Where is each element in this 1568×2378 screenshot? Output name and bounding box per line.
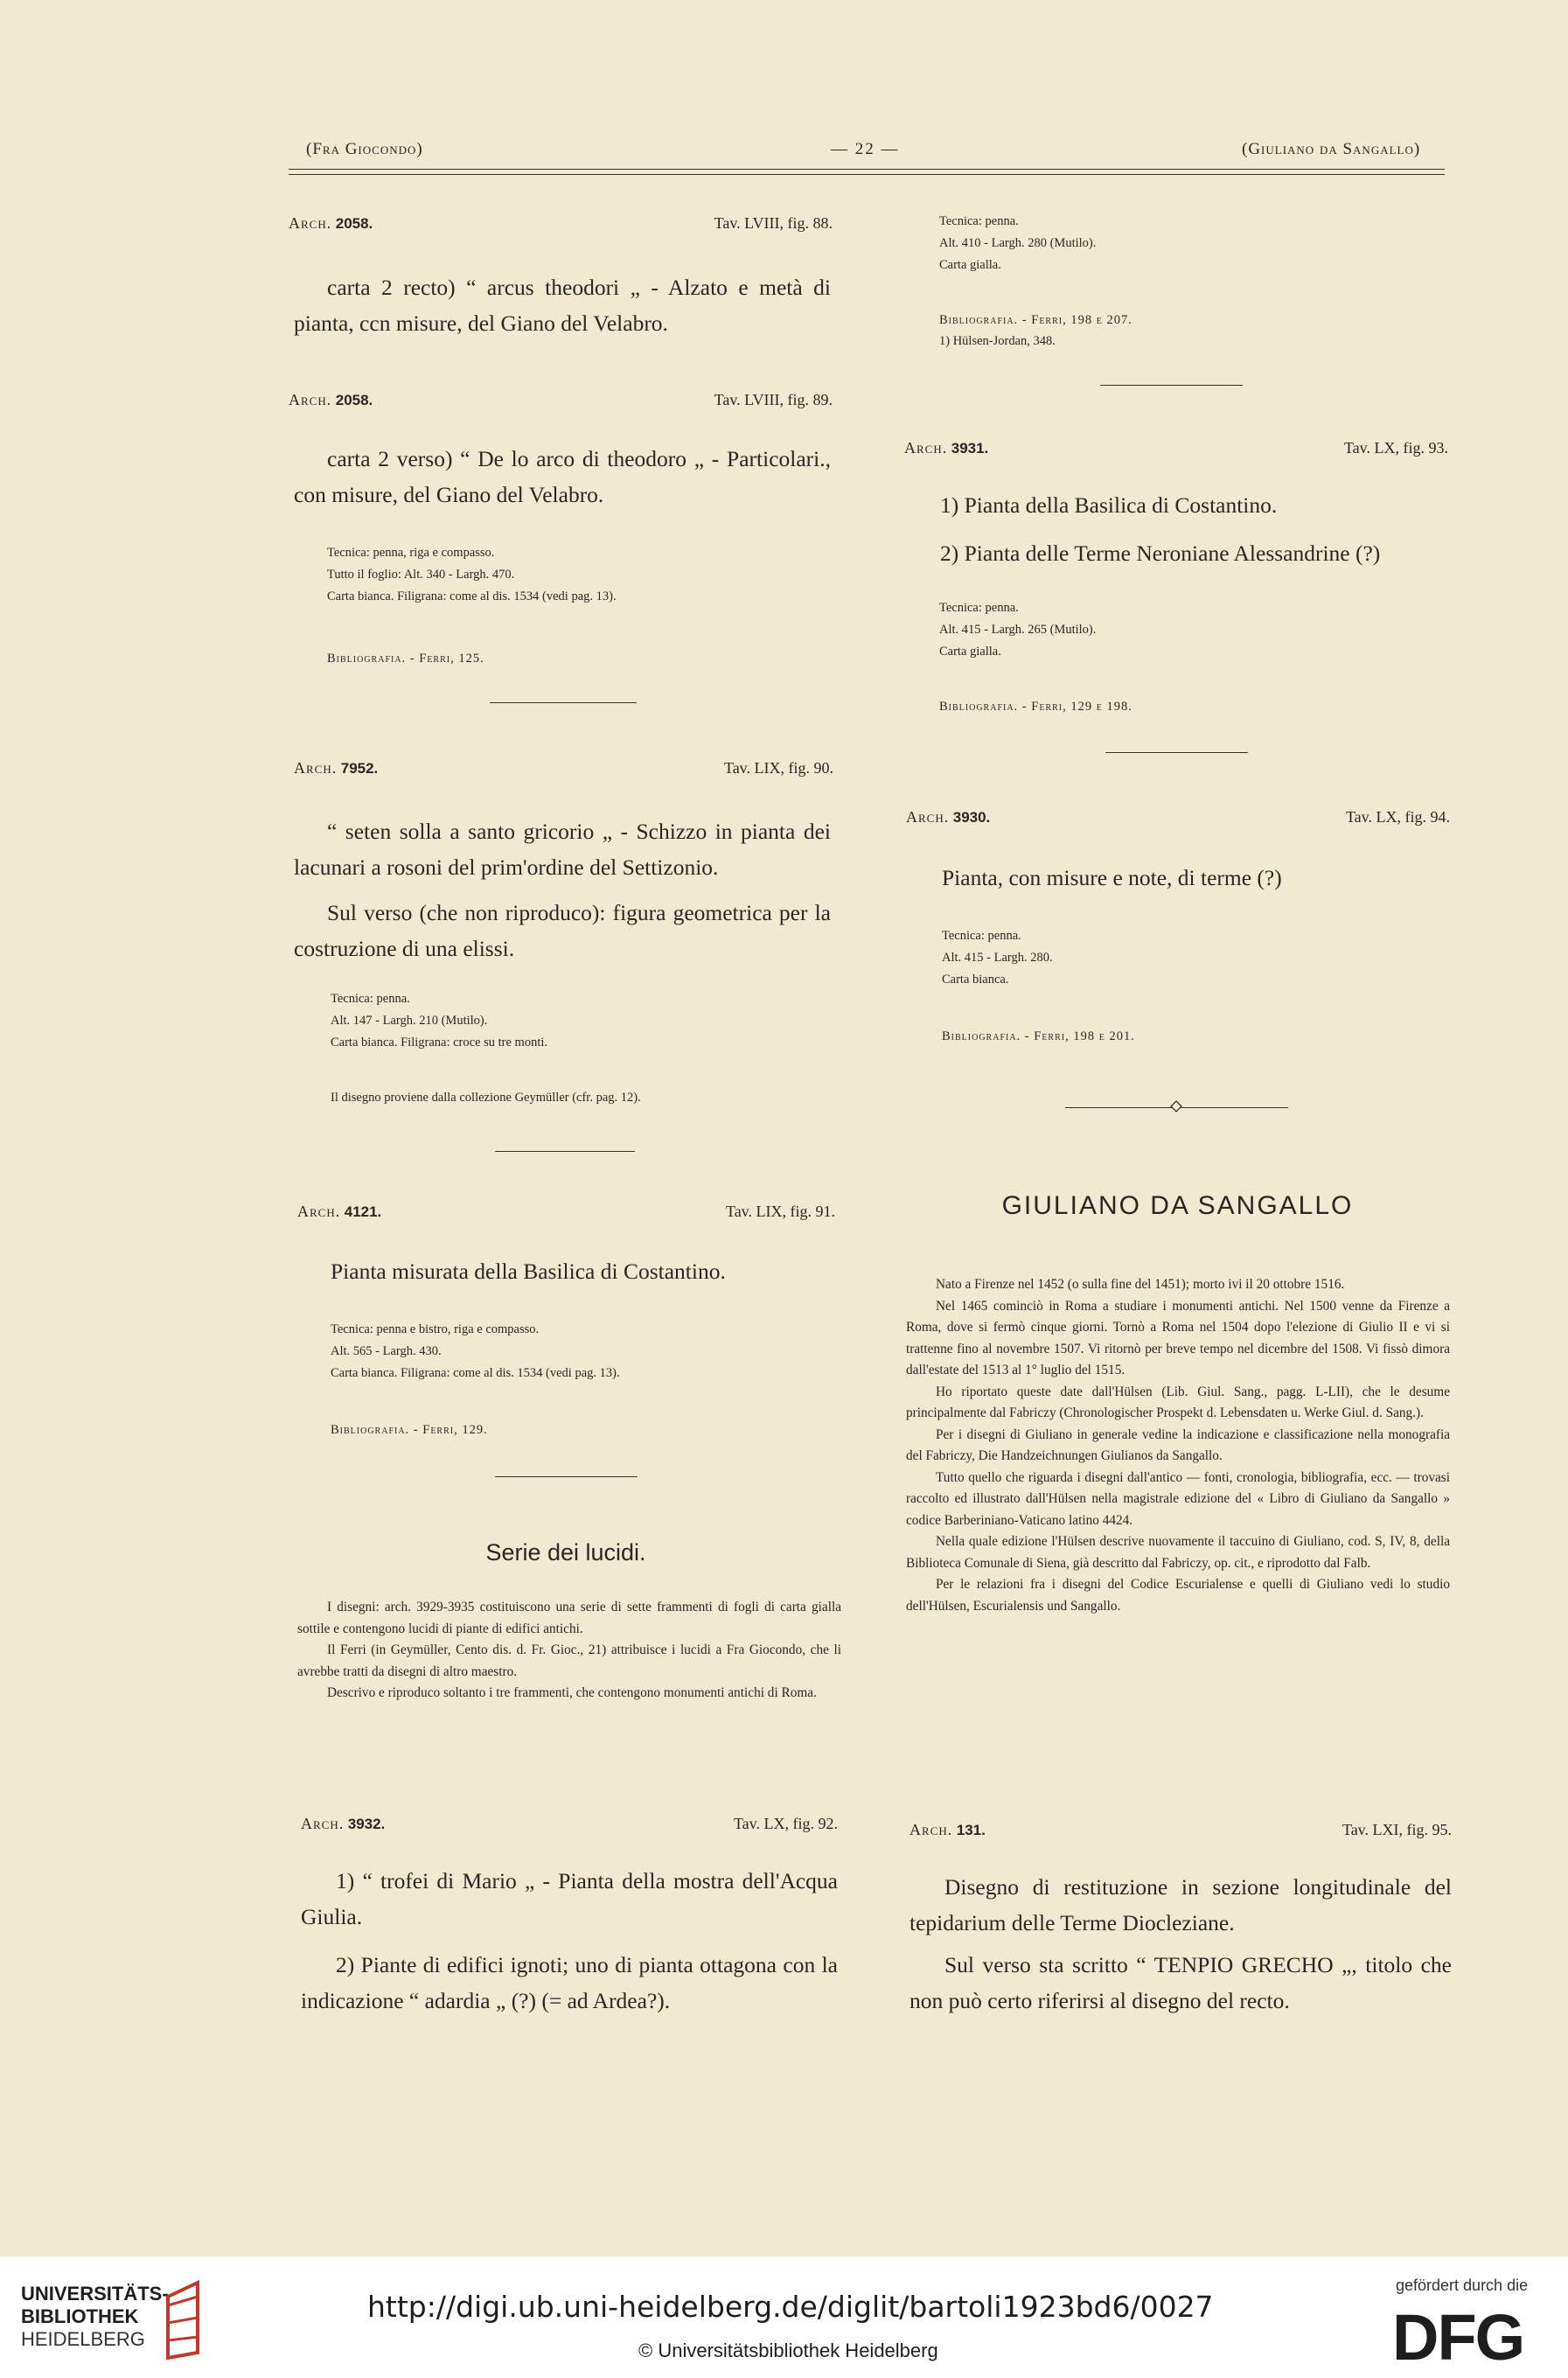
entry-text-fig-90: “ seten solla a santo gricorio „ - Schizzo in pianta dei lacunari a rosoni del prim'ordine del Settizonio. — [294, 819, 831, 880]
running-head-left: (Fra Giocondo) — [306, 140, 423, 158]
entry-header-fig-90: Arch. 7952. Tav. LIX, fig. 90. — [294, 759, 833, 777]
entry-text-fig-94: Pianta, con misure e note, di terme (?) — [942, 865, 1282, 890]
tav-reference: Tav. LX, fig. 93. — [1343, 439, 1448, 457]
entry-text-fig-93-part2: 2) Pianta delle Terme Neroniane Alessandrine (?) — [940, 540, 1381, 566]
running-head-right: (Giuliano da Sangallo) — [1242, 140, 1421, 158]
permalink-url[interactable]: http://digi.ub.uni-heidelberg.de/diglit/bartoli1923bd6/0027 — [367, 2290, 1214, 2324]
entry-header-fig-92: Arch. 3932. Tav. LX, fig. 92. — [301, 1815, 838, 1832]
tav-reference: Tav. LVIII, fig. 89. — [714, 391, 833, 408]
entry-text-fig-95: Disegno di restituzione in sezione longitudinale del tepidarium delle Terme Diocleziane. — [909, 1874, 1452, 1935]
entry-verso-fig-95: Sul verso sta scritto “ TENPIO GRECHO „, titolo che non può certo riferirsi al disegno del recto. — [909, 1952, 1452, 2013]
diamond-ornament-icon — [1170, 1100, 1182, 1112]
entry-text-fig-91: Pianta misurata della Basilica di Costantino. — [331, 1259, 726, 1284]
entry-text-fig-92-part1: 1) “ trofei di Mario „ - Pianta della mostra dell'Acqua Giulia. — [301, 1868, 838, 1929]
funding-note: gefördert durch die — [1396, 2277, 1529, 2294]
serie-intro: I disegni: arch. 3929-3935 costituiscono una serie di sette frammenti di fogli di carta gialla sottile e contengono lucidi di piante di edifici antichi. Il Ferri (in Geymüller, Cento dis. d. Fr. Gioc., 21) attribuisce i lucidi a Fra Giocondo, che li avrebbe tratti da disegni di altro maestro. Descrivo e riproduco soltanto i tre frammenti, che contengono monumenti antichi di Roma. — [297, 1600, 841, 1700]
entry-header-fig-91: Arch. 4121. Tav. LIX, fig. 91. — [297, 1203, 835, 1220]
technique-note: Tecnica: penna. Alt. 415 - Largh. 280. Carta bianca. — [942, 929, 1053, 987]
provenance-note: Il disegno proviene dalla collezione Geymüller (cfr. pag. 12). — [331, 1091, 641, 1105]
tav-reference: Tav. LX, fig. 94. — [1345, 808, 1450, 826]
entry-header-fig-95: Arch. 131. Tav. LXI, fig. 95. — [909, 1821, 1452, 1838]
tav-reference: Tav. LX, fig. 92. — [733, 1815, 838, 1832]
technique-note-continued: Tecnica: penna. Alt. 410 - Largh. 280 (Mutilo). Carta gialla. — [939, 214, 1097, 272]
giuliano-biography: Nato a Firenze nel 1452 (o sulla fine del 1451); morto ivi il 20 ottobre 1516. Nel 1465 cominciò in Roma a studiare i monumenti antichi. Nel 1500 venne da Firenze a Roma, dove si fermò cinque giorni. Tornò a Roma nel 1504 dopo l'elezione di Giulio II e vi si trattenne fino al novembre 1507. Vi ritornò per breve tempo nel dicembre del 1508. Vi fissò dimora dall'estate del 1513 al 1° luglio del 1515. Ho riportato queste date dall'Hülsen (Lib. Giul. Sang., pagg. L-LII), che le desume principalmente dal Fabriczy (Chronologischer Prospekt d. Lebensdaten u. Werke Giul. d. Sang.). Per i disegni di Giuliano in generale vedine la indicazione e classificazione nella monografia del Fabriczy, Die Handzeichnungen Giulianos da Sangallo. Tutto quello che riguarda i disegni dall'antico — fonti, cronologia, bibliografia, ecc. — trovasi raccolto ed illustrato dall'Hülsen nella magistrale edizione del « Libro di Giuliano da Sangallo » codice Barberiniano-Vaticano latino 4424. Nella quale edizione l'Hülsen descrive nuovamente il taccuino di Giuliano, cod. S, IV, 8, della Biblioteca Comunale di Siena, già descritto dal Fabriczy, op. cit., e riprodotto dal Falb. Per le relazioni fra i disegni del Codice Escurialense e quelli di Giuliano vedi lo studio dell'Hülsen, Escurialensis und Sangallo. — [906, 1277, 1450, 1614]
entry-text-fig-89: carta 2 verso) “ De lo arco di theodoro „ - Particolari., con misure, del Giano del Velabro. — [294, 446, 831, 507]
footnote: 1) Hülsen-Jordan, 348. — [939, 334, 1056, 348]
bibliography: Bibliografia. - Ferri, 125. — [327, 652, 484, 666]
entry-verso-fig-90: Sul verso (che non riproduco): figura geometrica per la costruzione di una elissi. — [294, 900, 831, 961]
bibliography: Bibliografia. - Ferri, 129. — [331, 1423, 488, 1437]
university-library-logo[interactable]: UNIVERSITÄTS- BIBLIOTHEK HEIDELBERG — [21, 2283, 169, 2350]
tav-reference: Tav. LIX, fig. 91. — [725, 1203, 835, 1220]
tav-reference: Tav. LIX, fig. 90. — [723, 759, 833, 777]
separator — [490, 702, 637, 703]
bibliography: Bibliografia. - Ferri, 198 e 207. — [939, 313, 1132, 327]
bibliography: Bibliografia. - Ferri, 129 e 198. — [939, 700, 1132, 714]
tav-reference: Tav. LVIII, fig. 88. — [714, 214, 833, 232]
separator — [1100, 385, 1243, 386]
entry-text-fig-88: carta 2 recto) “ arcus theodori „ - Alzato e metà di pianta, ccn misure, del Giano del Velabro. — [294, 275, 831, 336]
entry-header-fig-93: Arch. 3931. Tav. LX, fig. 93. — [904, 439, 1448, 457]
separator — [495, 1476, 638, 1477]
section-title-serie-dei-lucidi: Serie dei lucidi. — [485, 1539, 646, 1566]
dfg-logo[interactable]: DFG — [1392, 2301, 1524, 2374]
technique-note: Tecnica: penna e bistro, riga e compasso. Alt. 565 - Largh. 430. Carta bianca. Filigrana: come al dis. 1534 (vedi pag. 13). — [331, 1322, 620, 1380]
library-emblem-icon — [163, 2279, 215, 2361]
page-number: — 22 — — [831, 140, 900, 158]
entry-text-fig-93-part1: 1) Pianta della Basilica di Costantino. — [940, 492, 1278, 518]
entry-header-fig-89: Arch. 2058. Tav. LVIII, fig. 89. — [289, 391, 833, 408]
section-title-giuliano: GIULIANO DA SANGALLO — [1001, 1191, 1354, 1220]
header-rule-thin — [289, 174, 1445, 175]
technique-note: Tecnica: penna, riga e compasso. Tutto il foglio: Alt. 340 - Largh. 470. Carta bianca. Filigrana: come al dis. 1534 (vedi pag. 13). — [327, 546, 617, 603]
bibliography: Bibliografia. - Ferri, 198 e 201. — [942, 1029, 1135, 1043]
separator — [1105, 752, 1248, 753]
copyright-notice: © Universitätsbibliothek Heidelberg — [638, 2340, 938, 2361]
entry-header-fig-88: Arch. 2058. Tav. LVIII, fig. 88. — [289, 214, 833, 232]
separator — [495, 1151, 635, 1152]
technique-note: Tecnica: penna. Alt. 415 - Largh. 265 (Mutilo). Carta gialla. — [939, 601, 1097, 659]
tav-reference: Tav. LXI, fig. 95. — [1342, 1821, 1452, 1838]
entry-header-fig-94: Arch. 3930. Tav. LX, fig. 94. — [906, 808, 1450, 826]
header-rule — [289, 169, 1445, 170]
entry-text-fig-92-part2: 2) Piante di edifici ignoti; uno di pianta ottagona con la indicazione “ adardia „ (?) (= ad Ardea?). — [301, 1952, 838, 2013]
technique-note: Tecnica: penna. Alt. 147 - Largh. 210 (Mutilo). Carta bianca. Filigrana: croce su tre monti. — [331, 992, 548, 1050]
